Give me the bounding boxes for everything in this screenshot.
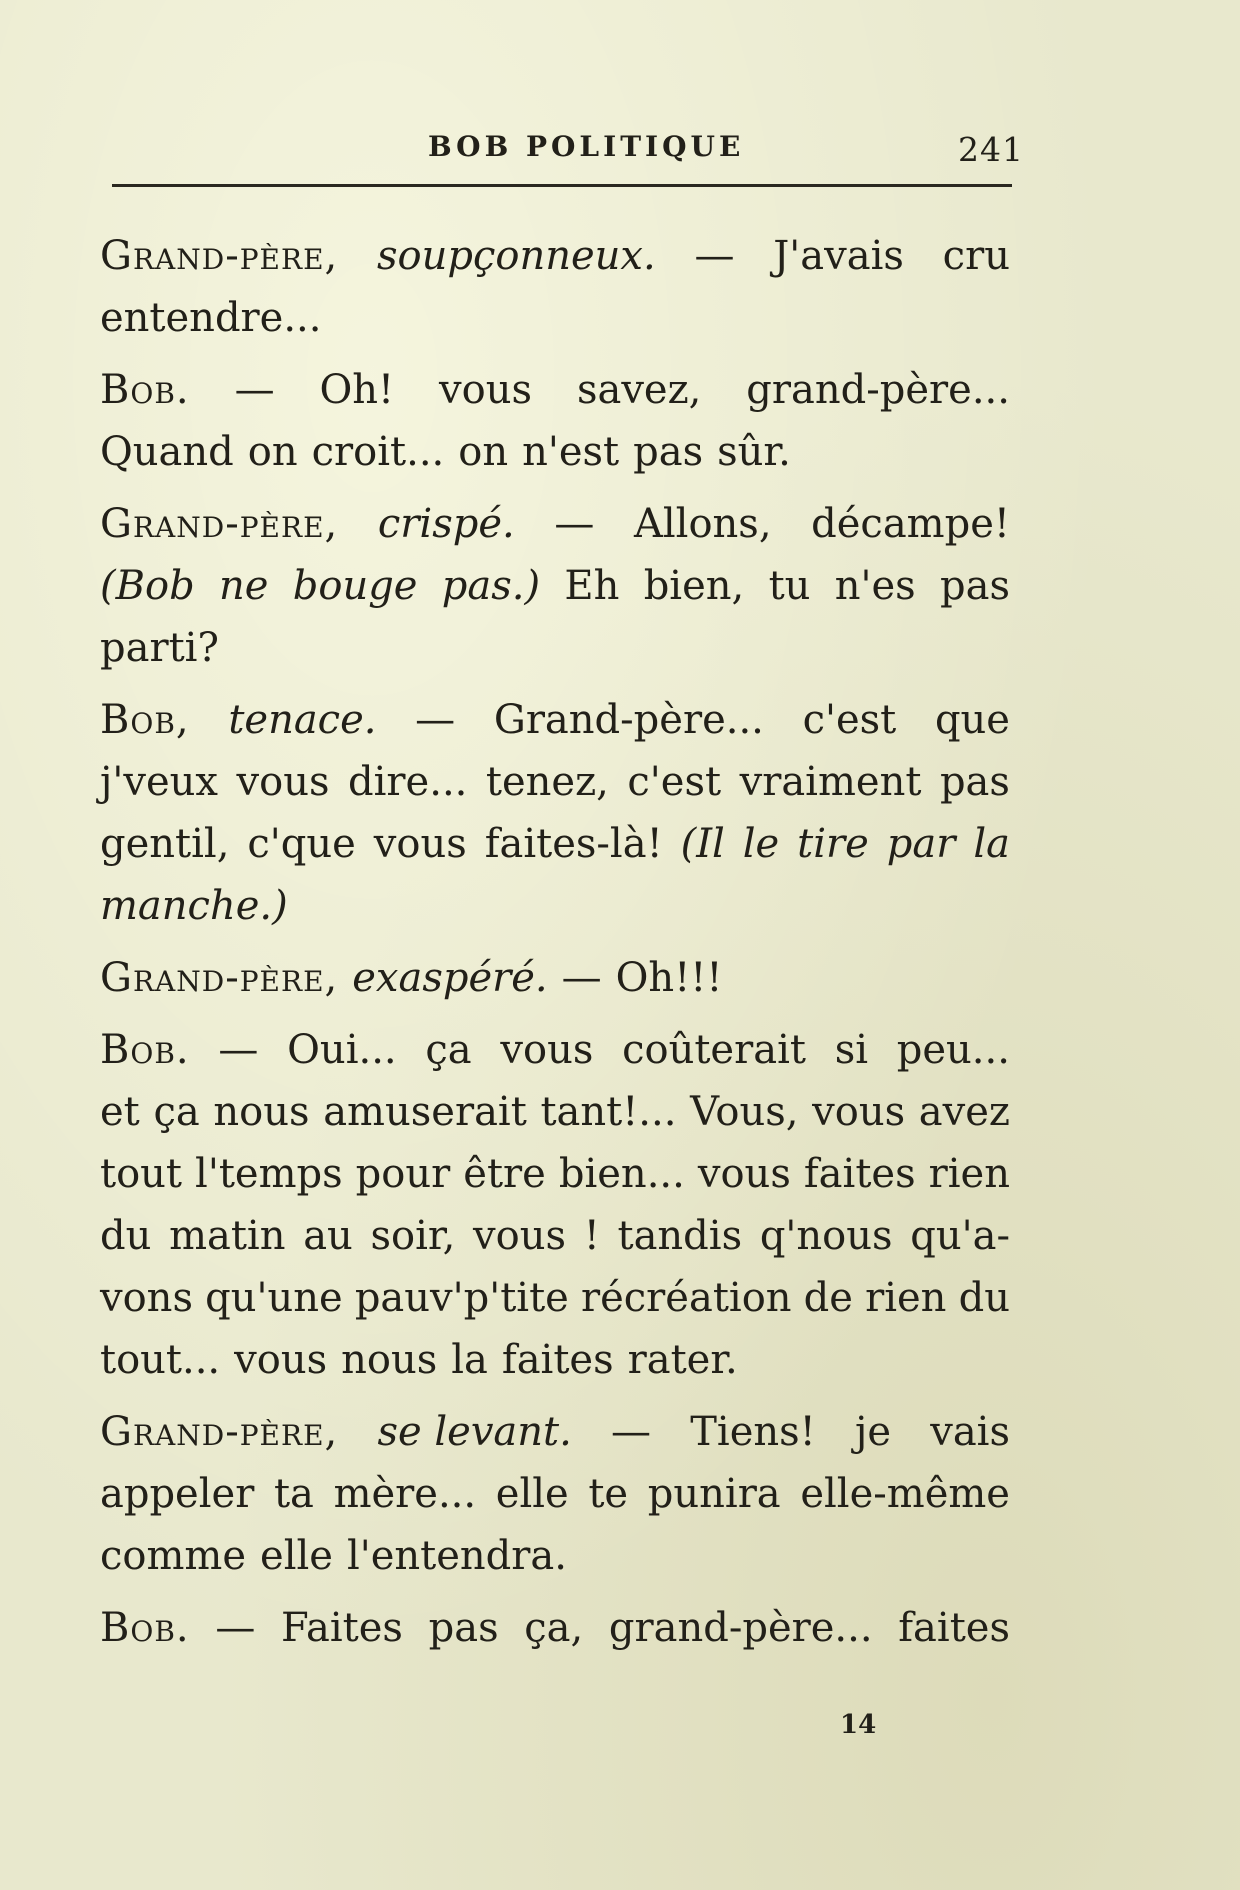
word: vons bbox=[100, 1275, 193, 1321]
word: récréation bbox=[580, 1275, 792, 1321]
word: vous bbox=[373, 821, 467, 867]
stage-direction: ne bbox=[219, 563, 269, 609]
word: avez bbox=[918, 1089, 1010, 1135]
running-title: BOB POLITIQUE bbox=[428, 130, 745, 163]
text-line bbox=[100, 421, 1010, 483]
word: vous bbox=[439, 367, 533, 413]
word: Oh! bbox=[319, 367, 395, 413]
word: c'est bbox=[802, 697, 897, 743]
word: q'nous bbox=[759, 1213, 893, 1259]
word: qu'a- bbox=[910, 1213, 1010, 1259]
word: tant!... bbox=[540, 1089, 677, 1135]
word: n'es bbox=[834, 563, 916, 609]
stage-direction: le bbox=[742, 821, 780, 867]
dash: — bbox=[694, 233, 735, 279]
header-rule bbox=[112, 184, 1012, 187]
word: tu bbox=[768, 563, 811, 609]
word: tandis bbox=[617, 1213, 743, 1259]
word: c'est bbox=[627, 759, 722, 805]
word: vraiment bbox=[739, 759, 922, 805]
word: rater. bbox=[627, 1337, 738, 1383]
text-line bbox=[100, 1401, 1010, 1463]
word: décampe! bbox=[811, 501, 1010, 547]
word: te bbox=[588, 1471, 629, 1517]
text-line bbox=[100, 1267, 1010, 1329]
dash: — bbox=[215, 1605, 256, 1651]
word: j'veux bbox=[100, 759, 218, 805]
text-line bbox=[100, 1205, 1010, 1267]
word: Oh!!! bbox=[615, 955, 723, 1001]
dash: — bbox=[561, 955, 602, 1001]
text-line bbox=[100, 1463, 1010, 1525]
speaker-name: Bob. bbox=[100, 1605, 190, 1651]
word: l'temps bbox=[195, 1151, 343, 1197]
text-line bbox=[100, 1143, 1010, 1205]
stage-direction: la bbox=[973, 821, 1010, 867]
dash: — bbox=[611, 1409, 652, 1455]
word: ta bbox=[273, 1471, 314, 1517]
stage-direction: exaspéré. bbox=[352, 955, 548, 1001]
word: matin bbox=[169, 1213, 286, 1259]
stage-direction: pas.) bbox=[441, 563, 541, 609]
word: rien bbox=[928, 1151, 1010, 1197]
word: pauv'p'tite bbox=[354, 1275, 569, 1321]
word: savez, bbox=[576, 367, 702, 413]
word: parti? bbox=[100, 625, 219, 671]
word: ça, bbox=[524, 1605, 584, 1651]
word: punira bbox=[647, 1471, 781, 1517]
word: tout bbox=[100, 1151, 182, 1197]
word: soir, bbox=[370, 1213, 456, 1259]
dash: — bbox=[234, 367, 275, 413]
word: qu'une bbox=[205, 1275, 343, 1321]
word: Grand-père... bbox=[493, 697, 764, 743]
text-line bbox=[100, 359, 1010, 421]
word: appeler bbox=[100, 1471, 255, 1517]
word: comme bbox=[100, 1533, 247, 1579]
word: vous bbox=[234, 1337, 328, 1383]
word: on bbox=[247, 429, 298, 475]
speaker-name: Grand-père, bbox=[100, 955, 339, 1001]
word: nous bbox=[213, 1089, 310, 1135]
stage-direction: bouge bbox=[292, 563, 418, 609]
text-line bbox=[100, 555, 1010, 617]
word: vous bbox=[473, 1213, 567, 1259]
dash: — bbox=[415, 697, 456, 743]
word: vous bbox=[812, 1089, 906, 1135]
word: ! bbox=[583, 1213, 600, 1259]
word: Faites bbox=[280, 1605, 403, 1651]
signature-mark: 14 bbox=[840, 1710, 877, 1740]
word: amuserait bbox=[323, 1089, 527, 1135]
word: et bbox=[100, 1089, 140, 1135]
word: ça bbox=[425, 1027, 472, 1073]
word: Oui... bbox=[287, 1027, 397, 1073]
text-line bbox=[100, 751, 1010, 813]
stage-direction: (Bob bbox=[100, 563, 195, 609]
dash: — bbox=[554, 501, 595, 547]
word: être bbox=[463, 1151, 546, 1197]
word: peu... bbox=[896, 1027, 1010, 1073]
word: pas bbox=[428, 1605, 499, 1651]
word: vous bbox=[236, 759, 330, 805]
stage-direction: crispé. bbox=[377, 501, 515, 547]
word: vous bbox=[697, 1151, 791, 1197]
word: si bbox=[834, 1027, 869, 1073]
word: pas bbox=[939, 759, 1010, 805]
word: rien bbox=[865, 1275, 947, 1321]
word: grand-père... bbox=[608, 1605, 873, 1651]
word: bien, bbox=[643, 563, 745, 609]
word: au bbox=[303, 1213, 353, 1259]
text-line bbox=[100, 1081, 1010, 1143]
word: de bbox=[803, 1275, 853, 1321]
word: n'est bbox=[522, 429, 620, 475]
word: tenez, bbox=[485, 759, 609, 805]
dash: — bbox=[218, 1027, 259, 1073]
running-head bbox=[0, 126, 1240, 176]
speaker-name: Bob. bbox=[100, 1027, 190, 1073]
text-line bbox=[100, 617, 1010, 679]
word: Tiens! bbox=[690, 1409, 816, 1455]
word: dire... bbox=[348, 759, 468, 805]
word: faites-là! bbox=[484, 821, 663, 867]
text-line bbox=[100, 689, 1010, 751]
stage-direction: tire bbox=[797, 821, 869, 867]
word: vais bbox=[930, 1409, 1010, 1455]
text-line bbox=[100, 225, 1010, 287]
word: Vous, bbox=[690, 1089, 799, 1135]
speaker-name: Bob, bbox=[100, 697, 190, 743]
word: elle-même bbox=[800, 1471, 1010, 1517]
word: pas bbox=[940, 563, 1010, 609]
dialogue-text bbox=[100, 225, 1010, 1659]
word: entendre... bbox=[100, 295, 322, 341]
stage-direction: soupçonneux. bbox=[377, 233, 656, 279]
word: faites bbox=[501, 1337, 614, 1383]
word: du bbox=[958, 1275, 1010, 1321]
speaker-name: Grand-père, bbox=[100, 233, 339, 279]
word: sûr. bbox=[717, 429, 791, 475]
word: mère... bbox=[333, 1471, 477, 1517]
word: Eh bbox=[564, 563, 620, 609]
word: bien... bbox=[558, 1151, 685, 1197]
page-number: 241 bbox=[958, 130, 1024, 169]
word: faites bbox=[898, 1605, 1010, 1651]
word: pour bbox=[355, 1151, 451, 1197]
word: coûterait bbox=[622, 1027, 806, 1073]
text-line bbox=[100, 1019, 1010, 1081]
word: Quand bbox=[100, 429, 234, 475]
stage-direction: (Il bbox=[680, 821, 725, 867]
word: tout... bbox=[100, 1337, 221, 1383]
text-line bbox=[100, 493, 1010, 555]
text-line bbox=[100, 813, 1010, 875]
stage-direction: tenace. bbox=[228, 697, 377, 743]
word: la bbox=[451, 1337, 488, 1383]
text-line bbox=[100, 1329, 1010, 1391]
word: c'que bbox=[247, 821, 356, 867]
word: du bbox=[100, 1213, 152, 1259]
word: vous bbox=[500, 1027, 594, 1073]
speaker-name: Grand-père, bbox=[100, 501, 339, 547]
word: cru bbox=[942, 233, 1010, 279]
speaker-name: Bob. bbox=[100, 367, 190, 413]
word: gentil, bbox=[100, 821, 230, 867]
word: elle bbox=[260, 1533, 333, 1579]
stage-direction: se levant. bbox=[377, 1409, 572, 1455]
text-line bbox=[100, 1525, 1010, 1587]
word: Allons, bbox=[633, 501, 772, 547]
stage-direction: manche.) bbox=[100, 883, 288, 929]
word: nous bbox=[341, 1337, 438, 1383]
text-line bbox=[100, 947, 1010, 1009]
word: croit... bbox=[311, 429, 445, 475]
word: pas bbox=[633, 429, 704, 475]
word: l'entendra. bbox=[346, 1533, 567, 1579]
word: elle bbox=[495, 1471, 569, 1517]
text-line bbox=[100, 287, 1010, 349]
word: on bbox=[458, 429, 509, 475]
word: ça bbox=[153, 1089, 200, 1135]
word: que bbox=[934, 697, 1010, 743]
text-line bbox=[100, 1597, 1010, 1659]
word: faites bbox=[803, 1151, 916, 1197]
word: je bbox=[854, 1409, 892, 1455]
word: grand-père... bbox=[746, 367, 1010, 413]
stage-direction: par bbox=[886, 821, 956, 867]
speaker-name: Grand-père, bbox=[100, 1409, 339, 1455]
text-line bbox=[100, 875, 1010, 937]
word: J'avais bbox=[773, 233, 904, 279]
